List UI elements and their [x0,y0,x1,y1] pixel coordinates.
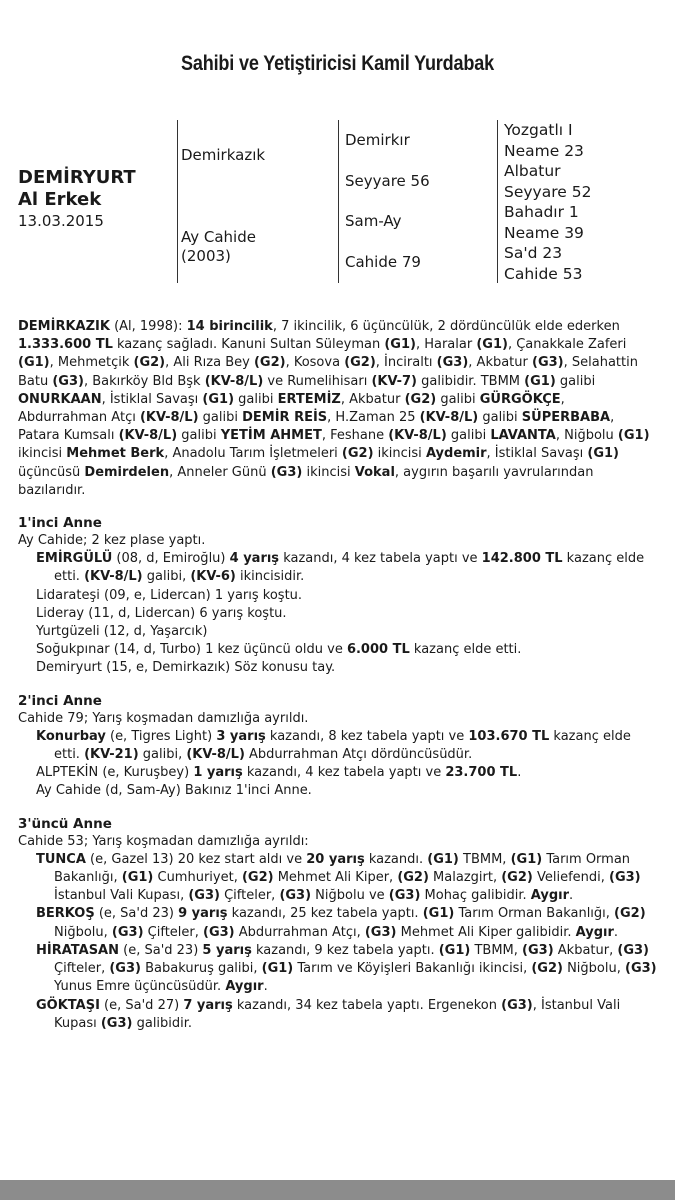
text-run: Demiryurt (15, e, Demirkazık) Söz konusu tay. [36,660,336,676]
text-run: kazanç elde etti. [54,728,631,763]
text-run: Ay Cahide (d, Sam-Ay) Bakınız 1'inci Anne. [36,783,312,799]
dam-section [18,692,658,801]
bold-run: (G1) [438,942,471,958]
bold-run: (G3) [609,870,641,886]
bold-run: (G2) [341,446,374,462]
text-run: galibi [234,391,278,407]
bold-run: DEMİR REİS [242,410,328,426]
bold-run: HİRATASAN [36,942,120,958]
ancestor: Seyyare 52 [504,182,592,201]
bold-run: (G3) [111,924,144,940]
bold-run: ERTEMİZ [277,391,341,407]
bold-run: 7 yarış [183,997,233,1013]
text-run: galibi [446,428,491,444]
bold-run: 4 yarış [229,551,280,567]
document-body [18,318,658,1033]
bold-run: (G1) [510,851,543,867]
bold-run: TUNCA [36,851,86,867]
dam-intro: Cahide 79; Yarış koşmadan damızlığa ayrıldı. [18,710,309,726]
text-run: kazandı, 4 kez tabela yaptı ve [279,551,482,567]
pedigree-divider [338,120,339,283]
pedigree-table [0,115,675,290]
text-run: kazanç sağladı. Kanuni Sultan Süleyman [112,337,385,353]
text-run: , Feshane [321,428,389,444]
horse-sex: Al Erkek [18,189,102,210]
bold-run: (G3) [109,961,141,977]
text-run: kazanç elde etti. [409,642,522,658]
text-run: galibi [177,428,221,444]
text-run: (08, d, Emiroğlu) [112,551,230,567]
bold-run: (G1) [524,373,556,389]
text-run: Cumhuriyet, [153,870,242,886]
text-run: kazandı, 25 kez tabela yaptı. [227,906,423,922]
dam-section [18,514,658,678]
bold-run: (G3) [279,888,312,904]
sire: Demirkazık [181,146,266,164]
text-run: TBMM, [458,851,511,867]
text-run: ikincisi [18,446,67,462]
text-run: . [613,924,619,940]
bold-run: (G2) [344,355,376,371]
bold-run: (G2) [501,870,533,886]
dam-sire: Sam-Ay [345,212,402,230]
offspring-entry [36,587,658,605]
text-run: , 7 ikincilik, 6 üçüncülük, 2 dördüncülük elde ederken [272,319,620,334]
text-run: , Anadolu Tarım İşletmeleri [164,446,342,462]
bold-run: LAVANTA [490,428,556,444]
bold-run: (KV-8/L) [419,410,479,426]
bold-run: (KV-8/L) [186,747,245,763]
horse-birth-date: 13.03.2015 [18,212,104,230]
text-run: kazandı, 34 kez tabela yaptı. Ergenekon [232,997,502,1013]
text-run: ALPTEKİN (e, Kuruşbey) [36,765,194,781]
offspring-entry [36,764,658,782]
text-run: Babakuruş galibi, [140,961,262,977]
bold-run: (G2) [241,870,274,886]
bold-run: (KV-8/L) [139,410,199,426]
text-run: galibi, [142,569,191,585]
text-run: , Kosova [285,355,345,371]
text-run: Yunus Emre üçüncüsüdür. [54,979,226,995]
bold-run: GÖKTAŞI [36,997,100,1013]
bold-run: 14 birincilik [186,319,273,334]
text-run: Çifteler, [219,888,280,904]
text-run: Tarım Orman Bakanlığı, [454,906,615,922]
bold-run: Aygır [225,979,264,995]
text-run: Akbatur, [553,942,618,958]
text-run: galibi [436,391,480,407]
offspring-entry [36,851,658,906]
text-run: , İstiklal Savaşı [486,446,588,462]
text-run: (e, Gazel 13) 20 kez start aldı ve [85,851,307,867]
bold-run: (G3) [625,961,657,977]
pedigree-divider [177,120,178,283]
bold-run: (G3) [501,997,533,1013]
text-run: İstanbul Vali Kupası, [54,888,189,904]
text-run: galibi, [138,747,187,763]
bold-run: Demirdelen [84,464,170,480]
text-run: galibidir. [132,1015,193,1031]
bold-run: 9 yarış [178,906,228,922]
bold-run: (G1) [261,961,294,977]
bold-run: (G3) [364,924,397,940]
bold-run: ONURKAAN [18,391,102,407]
bold-run: (G2) [133,355,166,371]
bold-run: 1.333.600 TL [18,337,113,353]
text-run: , Anneler Günü [169,464,271,480]
dam-sections [18,514,658,1033]
text-run: (e, Sa'd 23) [119,942,203,958]
text-run: Çifteler, [54,961,110,977]
text-run: , Patara Kumsalı [18,410,615,444]
bold-run: 5 yarış [202,942,252,958]
text-run: Soğukpınar (14, d, Turbo) 1 kez üçüncü oldu ve [36,642,347,658]
bold-run: GÜRGÖKÇE [479,391,561,407]
bold-run: Vokal [354,464,395,480]
dam-intro: Ay Cahide; 2 kez plase yaptı. [18,533,206,549]
bold-run: SÜPERBABA [521,410,611,426]
bold-run: (G3) [270,464,303,480]
bold-run: (G3) [52,373,84,389]
sire-paragraph [18,318,658,500]
text-run: kazandı, 9 kez tabela yaptı. [251,942,439,958]
dam-year: (2003) [181,247,231,265]
bold-run: 23.700 TL [445,765,518,781]
ancestor: Neame 23 [504,141,584,160]
bold-run: Konurbay [36,728,106,744]
bold-run: (G3) [203,924,235,940]
text-run: kazandı. [364,851,428,867]
offspring-entry [36,659,658,677]
offspring-entry [36,997,658,1033]
offspring-entry [36,905,658,941]
text-run: , Ali Rıza Bey [165,355,254,371]
bold-run: (G3) [188,888,220,904]
text-run: , H.Zaman 25 [327,410,420,426]
text-run: üçüncüsü [18,464,85,480]
text-run: Niğbolu, [54,924,112,940]
bold-run: Aygır [575,924,614,940]
text-run: Abdurrahman Atçı dördüncüsüdür. [244,747,473,763]
text-run: TBMM, [470,942,523,958]
bold-run: EMİRGÜLÜ [36,551,113,567]
text-run: , İstanbul Vali Kupası [54,997,621,1031]
text-run: , Akbatur [468,355,532,371]
bold-run: 142.800 TL [481,551,563,567]
text-run: Mehmet Ali Kiper galibidir. [396,924,576,940]
bold-run: (KV-8/L) [118,428,178,444]
dam-section [18,815,658,1033]
bold-run: 103.670 TL [468,728,550,744]
bold-run: (KV-21) [84,747,139,763]
text-run: galibi [198,410,243,426]
bold-run: (G3) [388,888,421,904]
page-title: Sahibi ve Yetiştiricisi Kamil Yurdabak [180,52,495,75]
text-run: Malazgirt, [428,870,502,886]
text-run: . [517,765,522,781]
bold-run: (G2) [404,391,437,407]
text-run: , aygırın başarılı yavrularından bazılarıdır. [18,464,594,498]
ancestor: Cahide 53 [504,264,583,283]
dam: Ay Cahide [181,228,256,246]
bold-run: (G1) [384,337,416,353]
text-run: kazandı, 8 kez tabela yaptı ve [265,728,469,744]
text-run: ikincisi [302,464,355,480]
text-run: kazanç elde etti. [54,551,645,585]
bold-run: (G1) [427,851,459,867]
text-run: , Selahattin Batu [18,355,638,389]
dam-intro: Cahide 53; Yarış koşmadan damızlığa ayrıldı: [18,833,309,849]
bold-run: (G1) [587,446,619,462]
text-run: , İnciraltı [375,355,437,371]
bold-run: (G2) [531,961,563,977]
text-run: , İstiklal Savaşı [101,391,203,407]
sire-sire: Demirkır [345,131,410,149]
offspring-entry [36,942,658,997]
ancestor: Albatur [504,162,561,180]
text-run: . [263,979,268,995]
text-run: (e, Sa'd 27) [99,997,184,1013]
text-run: Yurtgüzeli (12, d, Yaşarcık) [36,624,208,640]
text-run: Lidarateşi (09, e, Lidercan) 1 yarış koştu. [36,587,303,603]
text-run: , Çanakkale Zaferi [507,337,627,353]
bold-run: (G3) [522,942,554,958]
bold-run: (KV-6) [190,569,236,585]
text-run: , Bakırköy Bld Bşk [83,373,205,389]
bold-run: YETİM AHMET [220,428,322,444]
bold-run: BERKOŞ [36,906,95,922]
text-run: Veliefendi, [532,870,610,886]
text-run: ikincisidir. [235,569,305,585]
bold-run: (G1) [18,355,50,371]
text-run: , Akbatur [340,391,405,407]
bold-run: (G2) [614,906,646,922]
bold-run: (G1) [422,906,455,922]
bold-run: (G1) [202,391,235,407]
bold-run: 20 yarış [306,851,365,867]
ancestor: Yozgatlı I [504,121,573,139]
horse-name: DEMİRYURT [18,167,136,188]
bold-run: (G3) [436,355,469,371]
section-heading: 2'inci Anne [18,692,102,709]
text-run: kazandı, 4 kez tabela yaptı ve [242,765,446,781]
bold-run: (G2) [253,355,286,371]
text-run: , Abdurrahman Atçı [18,391,565,426]
offspring-entry [36,605,658,623]
offspring-entry [36,641,658,659]
bold-run: 3 yarış [216,728,266,744]
text-run: (e, Sa'd 23) [94,906,179,922]
text-run: Mehmet Ali Kiper, [273,870,398,886]
pedigree-divider [497,120,498,283]
text-run: Niğbolu, [562,961,625,977]
bold-run: Mehmet Berk [66,446,165,462]
text-run: . [569,888,574,904]
bold-run: 1 yarış [193,765,243,781]
bold-run: (KV-8/L) [84,569,143,585]
text-run: galibi [555,373,596,389]
text-run: Niğbolu ve [311,888,389,904]
offspring-entry [36,728,658,764]
text-run: , Niğbolu [555,428,618,444]
offspring-entry [36,623,658,641]
text-run: Çifteler, [143,924,204,940]
text-run: galibidir. TBMM [417,373,525,389]
dam-dam: Cahide 79 [345,253,421,271]
section-heading: 1'inci Anne [18,515,102,532]
bold-run: Aygır [530,888,570,904]
ancestor: Bahadır 1 [504,203,579,221]
ancestor: Sa'd 23 [504,244,563,262]
text-run: Lideray (11, d, Lidercan) 6 yarış koştu. [36,605,287,621]
sire-dam: Seyyare 56 [345,172,430,190]
bold-run: (G1) [121,870,154,886]
bold-run: (KV-8/L) [204,373,264,389]
section-heading: 3'üncü Anne [18,815,112,832]
offspring-entry [36,550,658,586]
text-run: Abdurrahman Atçı, [234,924,365,940]
bold-run: (G1) [476,337,508,353]
text-run: Mohaç galibidir. [420,888,531,904]
text-run: ve Rumelihisarı [263,373,372,389]
text-run: , Haralar [415,337,477,353]
text-run: galibi [478,410,522,426]
text-run: (Al, 1998): [109,319,187,334]
bold-run: (G3) [617,942,649,958]
bold-run: (G3) [100,1015,133,1031]
bold-run: (G1) [617,428,650,444]
ancestor: Neame 39 [504,223,584,242]
bold-run: (G2) [397,870,429,886]
bold-run: DEMİRKAZIK [18,319,110,334]
text-run: Tarım Orman Bakanlığı, [54,851,631,886]
bold-run: (KV-8/L) [388,428,447,444]
text-run: Tarım ve Köyişleri Bakanlığı ikincisi, [293,961,532,977]
offspring-entry [36,782,658,800]
text-run: , Mehmetçik [49,355,134,371]
text-run: ikincisi [373,446,426,462]
bold-run: (G3) [532,355,564,371]
bold-run: Aydemir [425,446,487,462]
text-run: (e, Tigres Light) [105,728,217,744]
bold-run: 6.000 TL [346,642,410,658]
footer-bar [0,1180,675,1200]
bold-run: (KV-7) [371,373,417,389]
